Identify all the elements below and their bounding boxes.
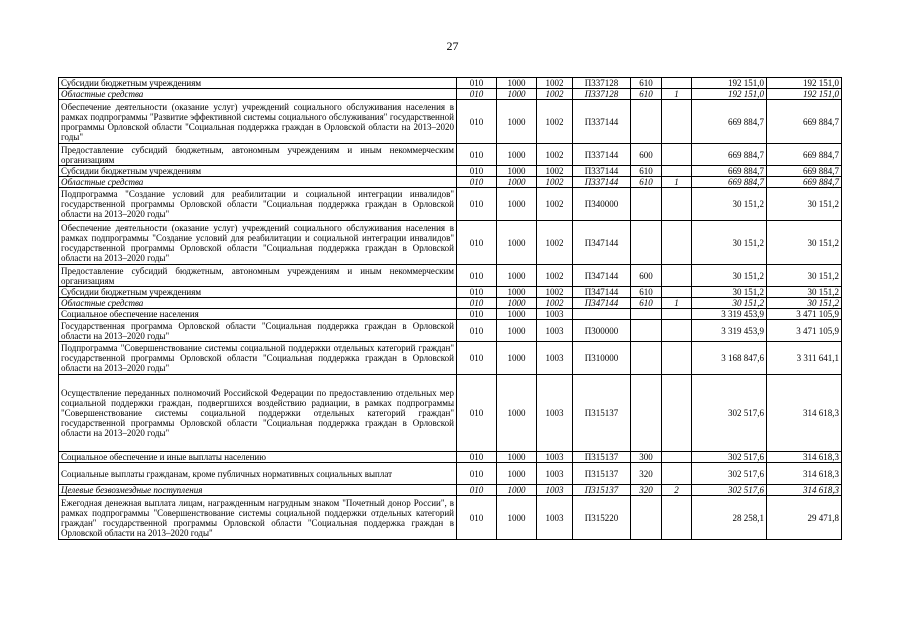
subsection-code-cell: 1002	[537, 100, 573, 144]
section-code-cell: 1000	[497, 177, 537, 188]
expense-type-cell	[631, 342, 662, 375]
admin-code-cell: 010	[457, 166, 497, 177]
amount-year1-cell: 3 319 453,9	[692, 320, 767, 342]
admin-code-cell: 010	[457, 452, 497, 463]
admin-code-cell: 010	[457, 342, 497, 375]
amount-year1-cell: 302 517,6	[692, 452, 767, 463]
row-name-cell: Социальное обеспечение и иные выплаты населению	[59, 452, 457, 463]
amount-year2-cell: 3 311 641,1	[767, 342, 842, 375]
target-article-cell: П337144	[573, 177, 631, 188]
expense-type-cell: 610	[631, 89, 662, 100]
row-name-cell: Субсидии бюджетным учреждениям	[59, 78, 457, 89]
section-code-cell: 1000	[497, 496, 537, 540]
amount-year1-cell: 30 151,2	[692, 265, 767, 287]
amount-year1-cell: 3 319 453,9	[692, 309, 767, 320]
amount-year2-cell: 192 151,0	[767, 78, 842, 89]
section-code-cell: 1000	[497, 320, 537, 342]
admin-code-cell: 010	[457, 309, 497, 320]
section-code-cell: 1000	[497, 89, 537, 100]
expense-type-cell	[631, 309, 662, 320]
source-code-cell	[662, 166, 692, 177]
amount-year2-cell: 30 151,2	[767, 188, 842, 221]
table-row	[59, 221, 842, 265]
admin-code-cell: 010	[457, 188, 497, 221]
subsection-code-cell: 1002	[537, 221, 573, 265]
source-code-cell	[662, 144, 692, 166]
row-name-cell: Субсидии бюджетным учреждениям	[59, 287, 457, 298]
amount-year2-cell: 314 618,3	[767, 485, 842, 496]
row-name-cell: Субсидии бюджетным учреждениям	[59, 166, 457, 177]
row-name-cell: Обеспечение деятельности (оказание услуг) учреждений социального обслуживания населения в рамках подпрограммы "Развитие эффективной системы социального обслуживания" государственной программы Орловской области "Социальная поддержка граждан в Орловской области на 2013–2020 годы"	[59, 100, 457, 144]
admin-code-cell: 010	[457, 89, 497, 100]
subsection-code-cell: 1002	[537, 287, 573, 298]
admin-code-cell: 010	[457, 485, 497, 496]
target-article-cell: П315137	[573, 463, 631, 485]
admin-code-cell: 010	[457, 287, 497, 298]
table-row	[59, 485, 842, 496]
expense-type-cell: 610	[631, 287, 662, 298]
subsection-code-cell: 1003	[537, 452, 573, 463]
table-row	[59, 287, 842, 298]
row-name-cell: Предоставление субсидий бюджетным, автономным учреждениям и иным некоммерческим организациям	[59, 265, 457, 287]
amount-year1-cell: 28 258,1	[692, 496, 767, 540]
table-row	[59, 375, 842, 452]
section-code-cell: 1000	[497, 166, 537, 177]
subsection-code-cell: 1002	[537, 78, 573, 89]
source-code-cell	[662, 78, 692, 89]
admin-code-cell: 010	[457, 221, 497, 265]
source-code-cell	[662, 342, 692, 375]
section-code-cell: 1000	[497, 78, 537, 89]
admin-code-cell: 010	[457, 78, 497, 89]
target-article-cell: П315220	[573, 496, 631, 540]
subsection-code-cell: 1003	[537, 485, 573, 496]
row-name-cell: Обеспечение деятельности (оказание услуг) учреждений социального обслуживания населения в рамках подпрограммы "Создание условий для реабилитации и социальной интеграции инвалидов" государственной программы Орловской области "Социальная поддержка граждан в Орловской области на 2013–2020 годы"	[59, 221, 457, 265]
section-code-cell: 1000	[497, 452, 537, 463]
subsection-code-cell: 1003	[537, 375, 573, 452]
amount-year2-cell: 314 618,3	[767, 375, 842, 452]
amount-year1-cell: 30 151,2	[692, 298, 767, 309]
source-code-cell	[662, 100, 692, 144]
row-name-cell: Государственная программа Орловской области "Социальная поддержка граждан в Орловской области на 2013–2020 годы"	[59, 320, 457, 342]
target-article-cell: П300000	[573, 320, 631, 342]
subsection-code-cell: 1003	[537, 309, 573, 320]
table-row	[59, 100, 842, 144]
table-row	[59, 177, 842, 188]
target-article-cell: П337144	[573, 166, 631, 177]
admin-code-cell: 010	[457, 375, 497, 452]
source-code-cell	[662, 375, 692, 452]
subsection-code-cell: 1002	[537, 177, 573, 188]
expense-type-cell	[631, 496, 662, 540]
section-code-cell: 1000	[497, 265, 537, 287]
amount-year1-cell: 669 884,7	[692, 177, 767, 188]
subsection-code-cell: 1002	[537, 166, 573, 177]
amount-year2-cell: 30 151,2	[767, 287, 842, 298]
expense-type-cell: 600	[631, 144, 662, 166]
expense-type-cell: 300	[631, 452, 662, 463]
expense-type-cell: 320	[631, 463, 662, 485]
target-article-cell: П337128	[573, 78, 631, 89]
table-row	[59, 342, 842, 375]
subsection-code-cell: 1003	[537, 496, 573, 540]
expense-type-cell: 600	[631, 265, 662, 287]
section-code-cell: 1000	[497, 287, 537, 298]
target-article-cell: П340000	[573, 188, 631, 221]
target-article-cell	[573, 309, 631, 320]
source-code-cell: 1	[662, 298, 692, 309]
table-row	[59, 320, 842, 342]
section-code-cell: 1000	[497, 309, 537, 320]
subsection-code-cell: 1002	[537, 89, 573, 100]
table-row	[59, 463, 842, 485]
expense-type-cell	[631, 375, 662, 452]
admin-code-cell: 010	[457, 496, 497, 540]
expense-type-cell: 610	[631, 78, 662, 89]
amount-year1-cell: 30 151,2	[692, 188, 767, 221]
row-name-cell: Ежегодная денежная выплата лицам, награжденным нагрудным знаком "Почетный донор России", в рамках подпрограммы "Совершенствование системы социальной поддержки отдельных категорий граждан" государственной программы Орловской области "Социальная поддержка граждан в Орловской области на 2013–2020 годы"	[59, 496, 457, 540]
row-name-cell: Подпрограмма "Создание условий для реабилитации и социальной интеграции инвалидов" государственной программы Орловской области "Социальная поддержка граждан в Орловской области на 2013–2020 годы"	[59, 188, 457, 221]
admin-code-cell: 010	[457, 320, 497, 342]
section-code-cell: 1000	[497, 485, 537, 496]
target-article-cell: П315137	[573, 452, 631, 463]
section-code-cell: 1000	[497, 298, 537, 309]
table-row	[59, 188, 842, 221]
target-article-cell: П347144	[573, 298, 631, 309]
source-code-cell	[662, 496, 692, 540]
budget-table	[58, 77, 842, 540]
source-code-cell	[662, 188, 692, 221]
section-code-cell: 1000	[497, 188, 537, 221]
amount-year1-cell: 302 517,6	[692, 375, 767, 452]
amount-year2-cell: 30 151,2	[767, 298, 842, 309]
target-article-cell: П347144	[573, 287, 631, 298]
admin-code-cell: 010	[457, 265, 497, 287]
amount-year2-cell: 669 884,7	[767, 177, 842, 188]
amount-year1-cell: 30 151,2	[692, 287, 767, 298]
section-code-cell: 1000	[497, 100, 537, 144]
amount-year1-cell: 669 884,7	[692, 166, 767, 177]
amount-year2-cell: 669 884,7	[767, 166, 842, 177]
source-code-cell	[662, 221, 692, 265]
amount-year2-cell: 29 471,8	[767, 496, 842, 540]
amount-year2-cell: 192 151,0	[767, 89, 842, 100]
expense-type-cell	[631, 100, 662, 144]
admin-code-cell: 010	[457, 100, 497, 144]
source-code-cell	[662, 265, 692, 287]
row-name-cell: Областные средства	[59, 177, 457, 188]
amount-year1-cell: 669 884,7	[692, 144, 767, 166]
amount-year1-cell: 192 151,0	[692, 89, 767, 100]
amount-year2-cell: 30 151,2	[767, 265, 842, 287]
section-code-cell: 1000	[497, 375, 537, 452]
source-code-cell: 1	[662, 89, 692, 100]
row-name-cell: Социальные выплаты гражданам, кроме публичных нормативных социальных выплат	[59, 463, 457, 485]
target-article-cell: П337144	[573, 100, 631, 144]
amount-year1-cell: 302 517,6	[692, 485, 767, 496]
subsection-code-cell: 1002	[537, 144, 573, 166]
table-row	[59, 144, 842, 166]
row-name-cell: Подпрограмма "Совершенствование системы социальной поддержки отдельных категорий граждан" государственной программы Орловской области "Социальная поддержка граждан в Орловской области на 2013–2020 годы"	[59, 342, 457, 375]
expense-type-cell: 610	[631, 166, 662, 177]
row-name-cell: Предоставление субсидий бюджетным, автономным учреждениям и иным некоммерческим организациям	[59, 144, 457, 166]
expense-type-cell: 610	[631, 177, 662, 188]
row-name-cell: Областные средства	[59, 89, 457, 100]
subsection-code-cell: 1003	[537, 320, 573, 342]
admin-code-cell: 010	[457, 144, 497, 166]
expense-type-cell	[631, 221, 662, 265]
amount-year1-cell: 669 884,7	[692, 100, 767, 144]
row-name-cell: Целевые безвозмездные поступления	[59, 485, 457, 496]
table-row	[59, 496, 842, 540]
source-code-cell	[662, 452, 692, 463]
admin-code-cell: 010	[457, 463, 497, 485]
table-row	[59, 166, 842, 177]
source-code-cell	[662, 320, 692, 342]
amount-year1-cell: 302 517,6	[692, 463, 767, 485]
expense-type-cell	[631, 320, 662, 342]
target-article-cell: П337128	[573, 89, 631, 100]
source-code-cell: 1	[662, 177, 692, 188]
admin-code-cell: 010	[457, 298, 497, 309]
subsection-code-cell: 1002	[537, 188, 573, 221]
amount-year1-cell: 192 151,0	[692, 78, 767, 89]
table-row	[59, 265, 842, 287]
source-code-cell	[662, 309, 692, 320]
amount-year2-cell: 314 618,3	[767, 463, 842, 485]
row-name-cell: Областные средства	[59, 298, 457, 309]
amount-year2-cell: 314 618,3	[767, 452, 842, 463]
table-row	[59, 78, 842, 89]
source-code-cell	[662, 287, 692, 298]
table-row	[59, 309, 842, 320]
target-article-cell: П315137	[573, 485, 631, 496]
amount-year2-cell: 3 471 105,9	[767, 320, 842, 342]
row-name-cell: Социальное обеспечение населения	[59, 309, 457, 320]
table-row	[59, 452, 842, 463]
subsection-code-cell: 1003	[537, 342, 573, 375]
source-code-cell: 2	[662, 485, 692, 496]
section-code-cell: 1000	[497, 144, 537, 166]
target-article-cell: П337144	[573, 144, 631, 166]
page-number: 27	[446, 39, 459, 53]
source-code-cell	[662, 463, 692, 485]
target-article-cell: П347144	[573, 221, 631, 265]
subsection-code-cell: 1003	[537, 463, 573, 485]
target-article-cell: П310000	[573, 342, 631, 375]
expense-type-cell: 320	[631, 485, 662, 496]
row-name-cell: Осуществление переданных полномочий Российской Федерации по предоставлению отдельных мер социальной поддержки граждан, подвергшихся воздействию радиации, в рамках подпрограммы "Совершенствование системы социальной поддержки отдельных категорий граждан" государственной программы Орловской области "Социальная поддержка граждан в Орловской области на 2013–2020 годы"	[59, 375, 457, 452]
amount-year2-cell: 669 884,7	[767, 100, 842, 144]
subsection-code-cell: 1002	[537, 265, 573, 287]
amount-year1-cell: 30 151,2	[692, 221, 767, 265]
target-article-cell: П315137	[573, 375, 631, 452]
target-article-cell: П347144	[573, 265, 631, 287]
section-code-cell: 1000	[497, 342, 537, 375]
subsection-code-cell: 1002	[537, 298, 573, 309]
section-code-cell: 1000	[497, 463, 537, 485]
table-row	[59, 298, 842, 309]
section-code-cell: 1000	[497, 221, 537, 265]
amount-year2-cell: 3 471 105,9	[767, 309, 842, 320]
table-row	[59, 89, 842, 100]
amount-year2-cell: 669 884,7	[767, 144, 842, 166]
admin-code-cell: 010	[457, 177, 497, 188]
amount-year2-cell: 30 151,2	[767, 221, 842, 265]
amount-year1-cell: 3 168 847,6	[692, 342, 767, 375]
expense-type-cell: 610	[631, 298, 662, 309]
expense-type-cell	[631, 188, 662, 221]
